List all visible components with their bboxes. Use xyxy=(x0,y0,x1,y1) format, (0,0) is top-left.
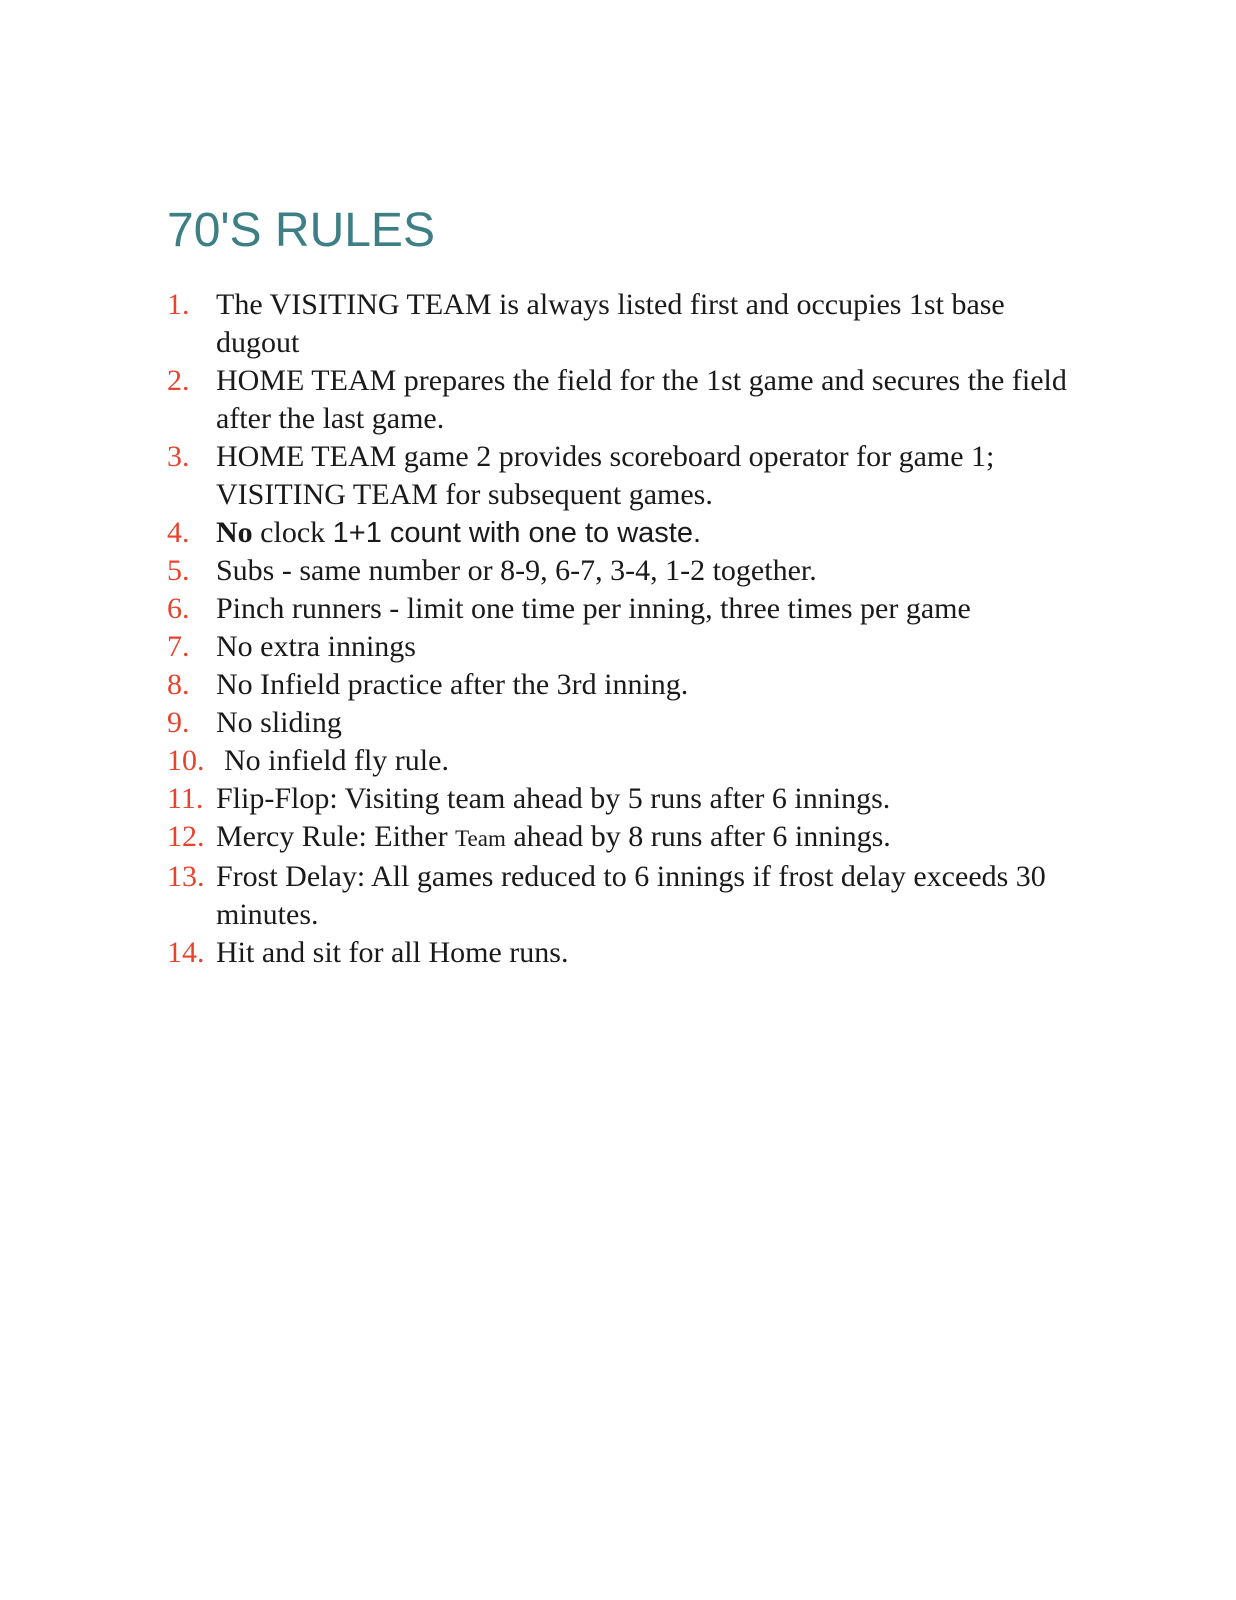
rule-item-3 xyxy=(167,438,1087,514)
rule-text xyxy=(216,514,1087,552)
rule-number: 4. xyxy=(167,516,190,549)
rule-number: 1. xyxy=(167,288,190,321)
rule-text-sans: 1+1 count with one to waste. xyxy=(332,517,702,549)
rule-text-middle: clock xyxy=(252,516,333,549)
rule-item-11 xyxy=(167,780,1087,818)
rule-item-9 xyxy=(167,704,1087,742)
rule-text: Frost Delay: All games reduced to 6 innings if frost delay exceeds 30 minutes. xyxy=(216,860,1046,931)
rule-number: 3. xyxy=(167,440,190,473)
rule-number: 7. xyxy=(167,630,190,663)
rule-item-2 xyxy=(167,362,1087,438)
rule-text-post: ahead by 8 runs after 6 innings. xyxy=(505,820,891,853)
rule-text: Hit and sit for all Home runs. xyxy=(216,936,569,969)
rule-number: 6. xyxy=(167,592,190,625)
rule-item-6 xyxy=(167,590,1087,628)
rules-list xyxy=(167,286,1087,972)
rule-item-5 xyxy=(167,552,1087,590)
rule-text: No sliding xyxy=(216,706,342,739)
rule-number: 12. xyxy=(167,820,205,853)
rule-item-1 xyxy=(167,286,1087,362)
rule-number: 11. xyxy=(167,782,204,815)
rule-text: HOME TEAM game 2 provides scoreboard operator for game 1; VISITING TEAM for subsequent games. xyxy=(216,440,995,511)
rule-number: 8. xyxy=(167,668,190,701)
rule-item-7 xyxy=(167,628,1087,666)
rule-number: 14. xyxy=(167,936,205,969)
rule-text-pre: Mercy Rule: Either xyxy=(216,820,456,853)
rule-item-4 xyxy=(167,514,1087,552)
rule-text-small: Team xyxy=(455,826,506,851)
rule-number: 9. xyxy=(167,706,190,739)
rule-item-14 xyxy=(167,934,1087,972)
rule-number: 13. xyxy=(167,860,205,893)
rule-number: 10. xyxy=(167,744,205,777)
rule-text: Flip-Flop: Visiting team ahead by 5 runs after 6 innings. xyxy=(216,782,891,815)
rule-text: Pinch runners - limit one time per inning, three times per game xyxy=(216,592,971,625)
rule-text-bold: No xyxy=(216,516,253,549)
rule-text: The VISITING TEAM is always listed first and occupies 1st base dugout xyxy=(216,288,1005,359)
rule-text: No infield fly rule. xyxy=(224,744,449,777)
page-title: 70'S RULES xyxy=(167,204,435,257)
rule-text: HOME TEAM prepares the field for the 1st game and secures the field after the last game. xyxy=(216,364,1067,435)
rule-item-12 xyxy=(167,818,1087,858)
rule-text: No Infield practice after the 3rd inning. xyxy=(216,668,689,701)
rule-item-10 xyxy=(167,742,1087,780)
rule-text: No extra innings xyxy=(216,630,416,663)
rule-item-13 xyxy=(167,858,1087,934)
rule-number: 2. xyxy=(167,364,190,397)
rule-number: 5. xyxy=(167,554,190,587)
rule-text xyxy=(216,818,1087,858)
rule-item-8 xyxy=(167,666,1087,704)
rule-text: Subs - same number or 8-9, 6-7, 3-4, 1-2 together. xyxy=(216,554,817,587)
